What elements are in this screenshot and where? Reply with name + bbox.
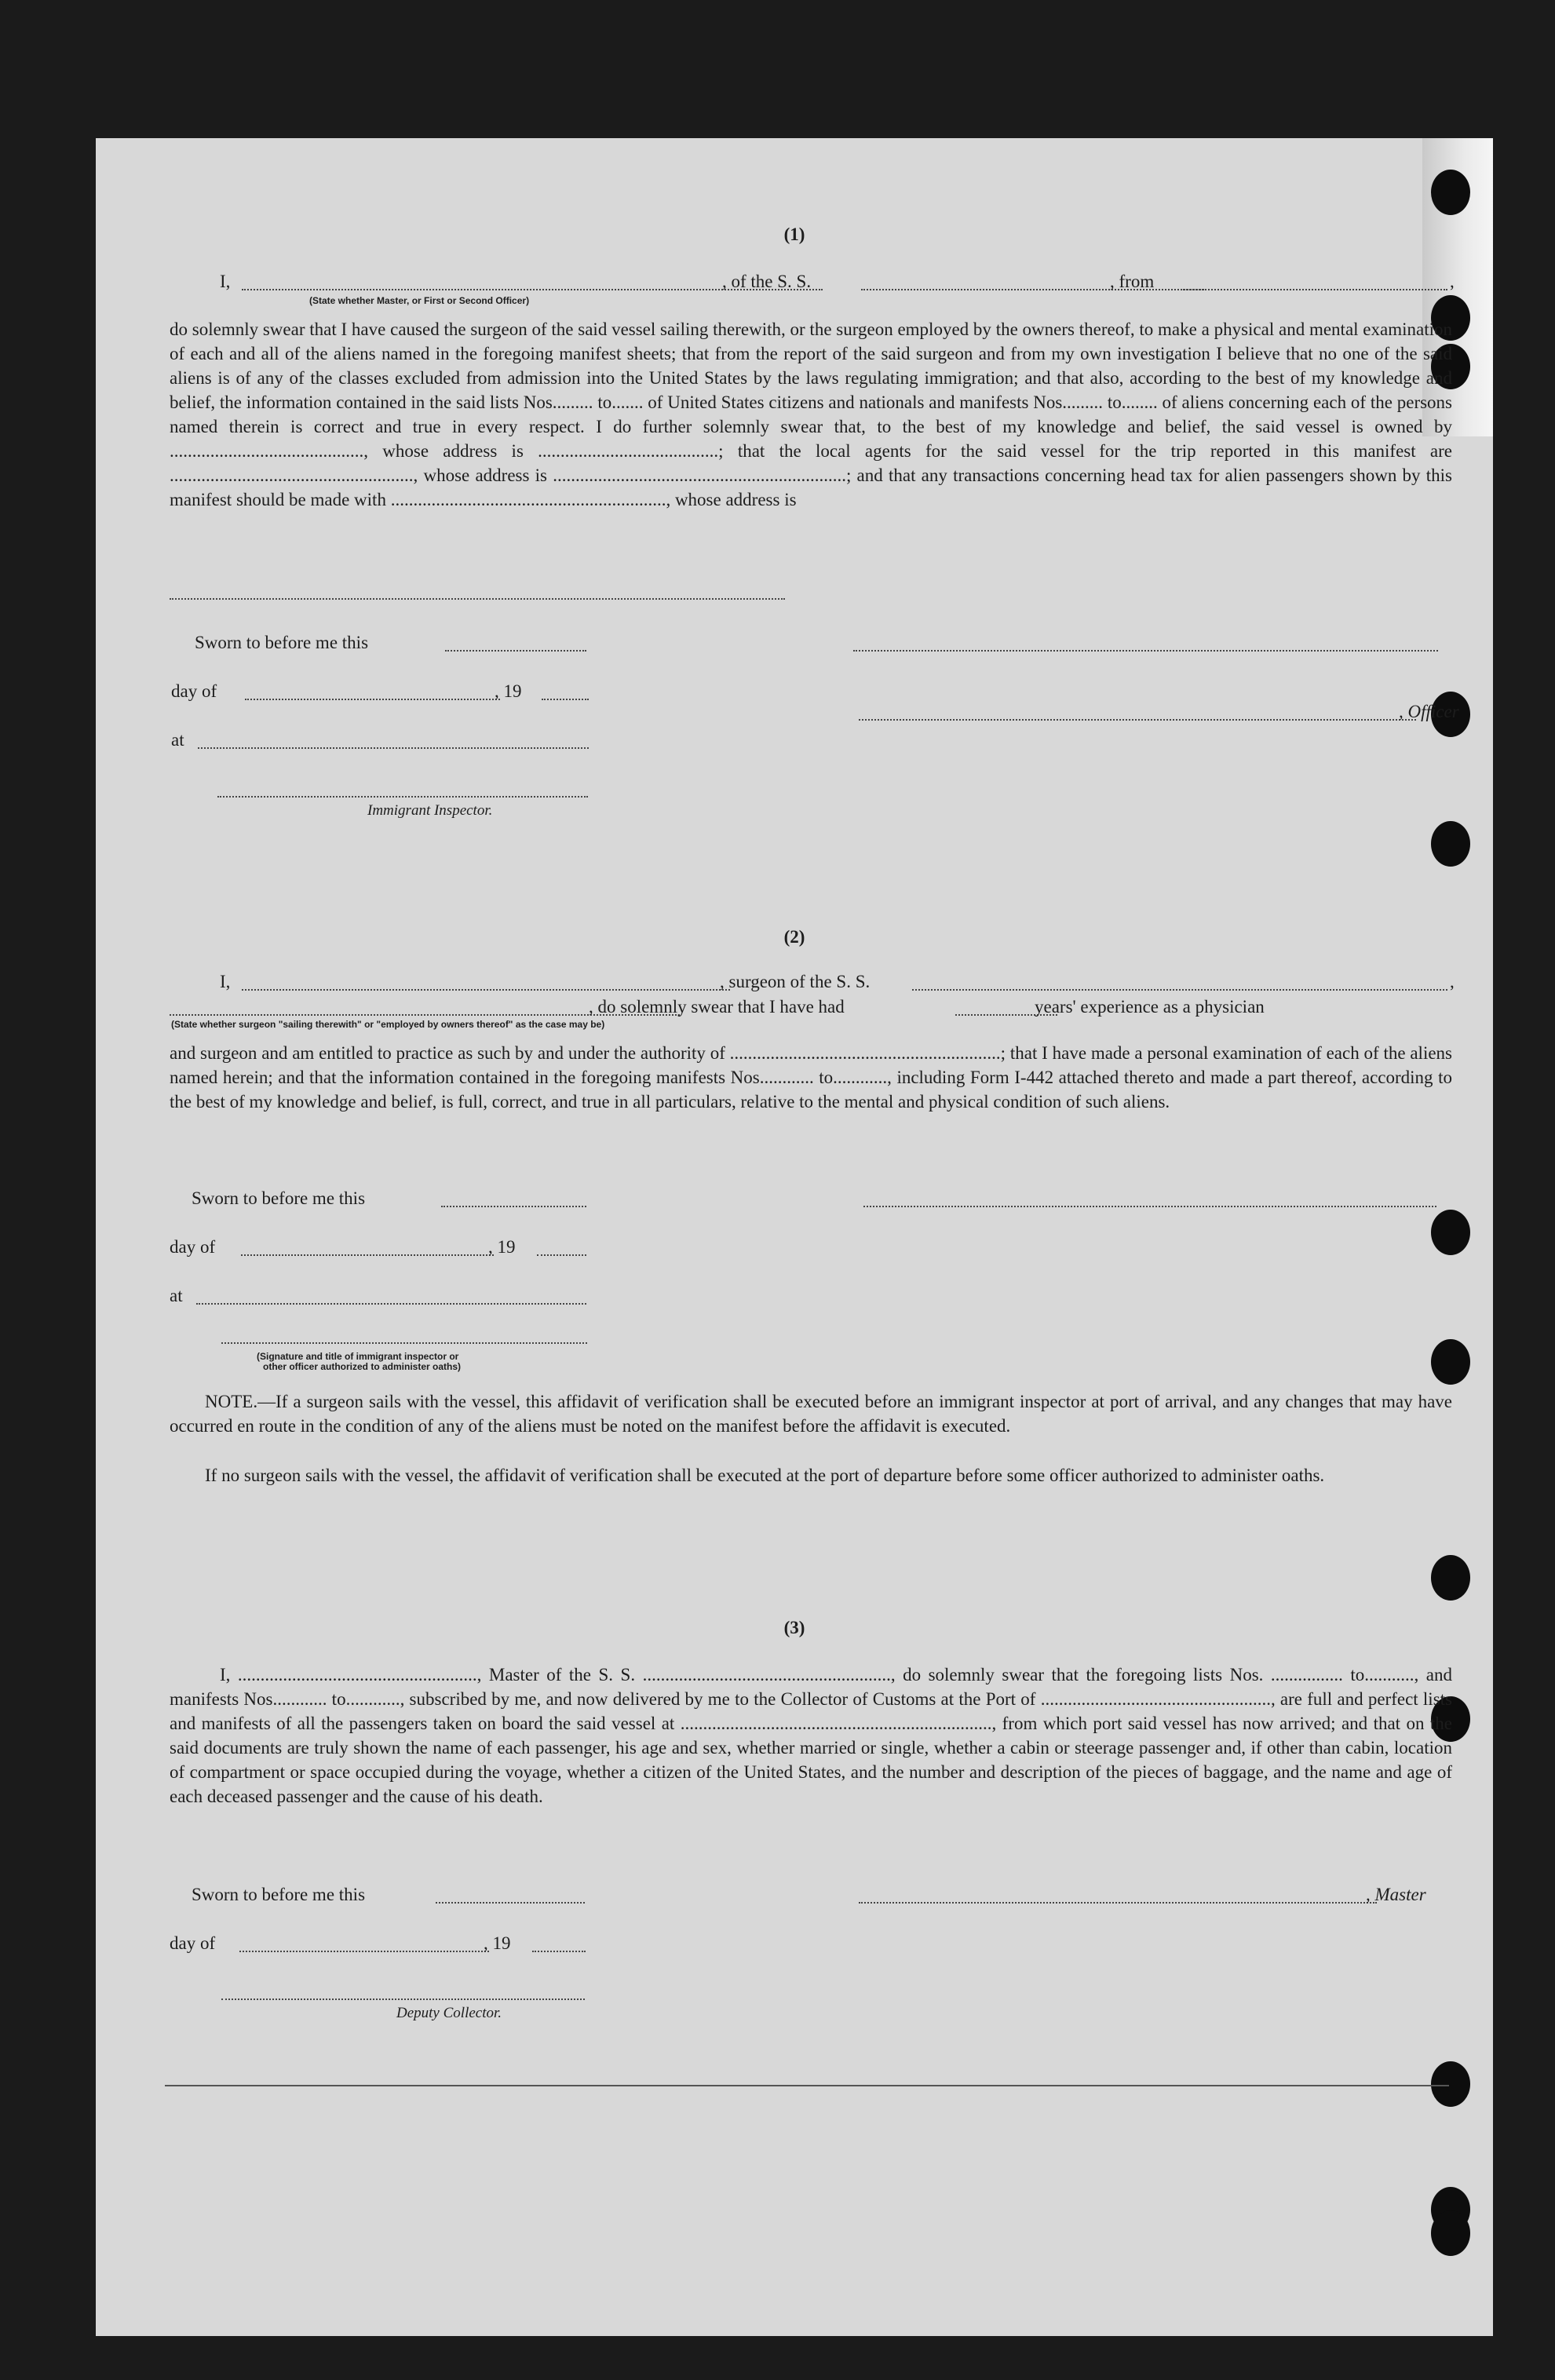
section-2-number: (2) [783,927,805,947]
s2-sig-hint-line-1: (Signature and title of immigrant inspector or [257,1351,459,1362]
s2-year-blank[interactable] [537,1254,586,1256]
s3-master-label: , Master [1366,1885,1426,1904]
s1-from-blank[interactable] [1181,289,1447,290]
s2-sig-hint-line-2: other officer authorized to administer oaths) [263,1361,462,1372]
section-3-number: (3) [783,1618,805,1637]
s1-i-label: I, [220,272,231,291]
s3-sworn-blank[interactable] [436,1902,585,1904]
s2-ss-label: , surgeon of the S. S. [720,972,871,991]
s2-note-followup: If no surgeon sails with the vessel, the affidavit of verification shall be executed at the port of departure before some officer authorized to administer oaths. [205,1466,1325,1485]
binder-hole [1431,821,1470,867]
s3-collector-signature-blank[interactable] [221,1999,585,2000]
s1-oath-text: do solemnly swear that I have caused the surgeon of the said vessel sailing therewith, or the surgeon employed by the owners thereof, to make a physical and mental examination of each and all of the aliens named in the foregoing manifest sheets; that from the report of the said surgeon and from my own investigation I believe that no one of the said aliens is of any of the classes excluded from admission into the United States by the laws regulating immigration; and that also, according to the best of my knowledge and belief, the information contained in the said lists Nos......... to....... of United States citizens and nationals and manifests Nos......... to........ of aliens concerning each of the persons named therein is correct and true in every respect. I do further solemnly swear that, to the best of my knowledge and belief, the said vessel is owned by ..........................................., whose address is ........................................; that the local agents for the said vessel for the trip reported in this manifest are ......................................................, whose address is .................................................................; and that any transactions concerning head tax for alien passengers shown by this manifest should be made with ............................................................., whose address is [170,319,1452,509]
s1-officer-signature-blank[interactable] [853,650,1438,652]
s2-ship-blank[interactable] [912,989,1447,991]
s2-sworn-blank[interactable] [441,1206,586,1207]
s1-trailing-comma: , [1450,272,1455,291]
s1-year-label: , 19 [495,681,522,701]
s1-at-label: at [171,730,184,750]
s1-officer-label: , Officer [1399,702,1459,721]
s2-surgeon-signature-blank[interactable] [863,1206,1436,1207]
s3-year-blank[interactable] [532,1951,586,1952]
section-1-number: (1) [783,224,805,244]
s3-sworn-label: Sworn to before me this [192,1885,366,1904]
s2-years-label: years' experience as a physician [1035,997,1265,1017]
s1-ss-label: , of the S. S. [722,272,812,291]
s1-from-label: , from [1110,272,1155,291]
s2-year-label: , 19 [488,1237,516,1257]
s2-inspector-signature-blank[interactable] [221,1342,587,1344]
s2-at-label: at [170,1286,183,1305]
s1-officer-blank[interactable] [859,719,1416,721]
s3-collector-label: Deputy Collector. [396,2005,502,2021]
s1-inspector-signature-blank[interactable] [217,796,588,798]
s3-day-blank[interactable] [239,1951,489,1952]
s2-sworn-label: Sworn to before me this [192,1188,366,1208]
binder-hole [1431,2061,1470,2107]
s1-officer-hint: (State whether Master, or First or Second Officer) [309,295,530,306]
s2-note-text: NOTE.—If a surgeon sails with the vessel, this affidavit of verification shall be executed before an immigrant inspector at port of arrival, and any changes that may have occurred en route in the condition of any of the aliens must be noted on the manifest before the affidavit is executed. [170,1392,1452,1436]
s1-sworn-label: Sworn to before me this [195,633,369,652]
s2-day-label: day of [170,1237,216,1257]
s2-at-blank[interactable] [196,1303,586,1305]
s3-master-signature-blank[interactable] [859,1902,1377,1904]
s2-name-blank[interactable] [242,989,730,991]
binder-hole [1431,1339,1470,1385]
s2-day-blank[interactable] [241,1254,494,1256]
s1-year-blank[interactable] [542,699,589,700]
s3-day-label: day of [170,1933,216,1953]
s1-address-blank[interactable] [170,598,785,600]
s1-sworn-blank[interactable] [445,650,586,652]
s3-year-label: , 19 [484,1933,511,1953]
s2-oath-text: and surgeon and am entitled to practice as such by and under the authority of ............................................................; that I have made a personal examination of each of the aliens named herein; and that the information contained in the foregoing manifests Nos............ to............, including Form I-442 attached thereto and made a part thereof, according to the best of my knowledge and belief, is full, correct, and true in all particulars, relative to the mental and physical condition of such aliens. [170,1043,1452,1112]
binder-hole [1431,170,1470,215]
s3-oath-text: I, ....................................................., Master of the S. S. ......................................................., do solemnly swear that the foregoing lists Nos. ................ to..........., and manifests Nos............ to............, subscribed by me, and now delivered by me to the Collector of Customs at the Port of ..................................................., are full and perfect lists and manifests of all the passengers taken on board the said vessel at ....................................................................., from which port said vessel has now arrived; and that on the said documents are truly shown the name of each passenger, his age and sex, whether married or single, whether a cabin or steerage passenger and, if other than cabin, location of compartment or space occupied during the voyage, whether a citizen of the United States, and the number and description of the pieces of baggage, and the name and age of each deceased passenger and the cause of his death. [170,1665,1452,1806]
binder-hole [1431,1210,1470,1255]
s1-day-blank[interactable] [245,699,500,700]
s2-i-label: I, [220,972,231,991]
bottom-rule [165,2085,1449,2086]
s1-day-label: day of [171,681,217,701]
s2-surgeon-hint: (State whether surgeon "sailing therewith" or "employed by owners thereof" as the case may be) [171,1019,605,1030]
binder-hole [1431,1555,1470,1601]
s2-swear-label: , do solemnly swear that I have had [589,997,845,1017]
form-page [96,138,1493,2336]
s1-inspector-label: Immigrant Inspector. [367,802,493,819]
s2-trailing-comma: , [1450,972,1455,991]
binder-hole [1431,2210,1470,2256]
s1-at-blank[interactable] [198,747,589,749]
